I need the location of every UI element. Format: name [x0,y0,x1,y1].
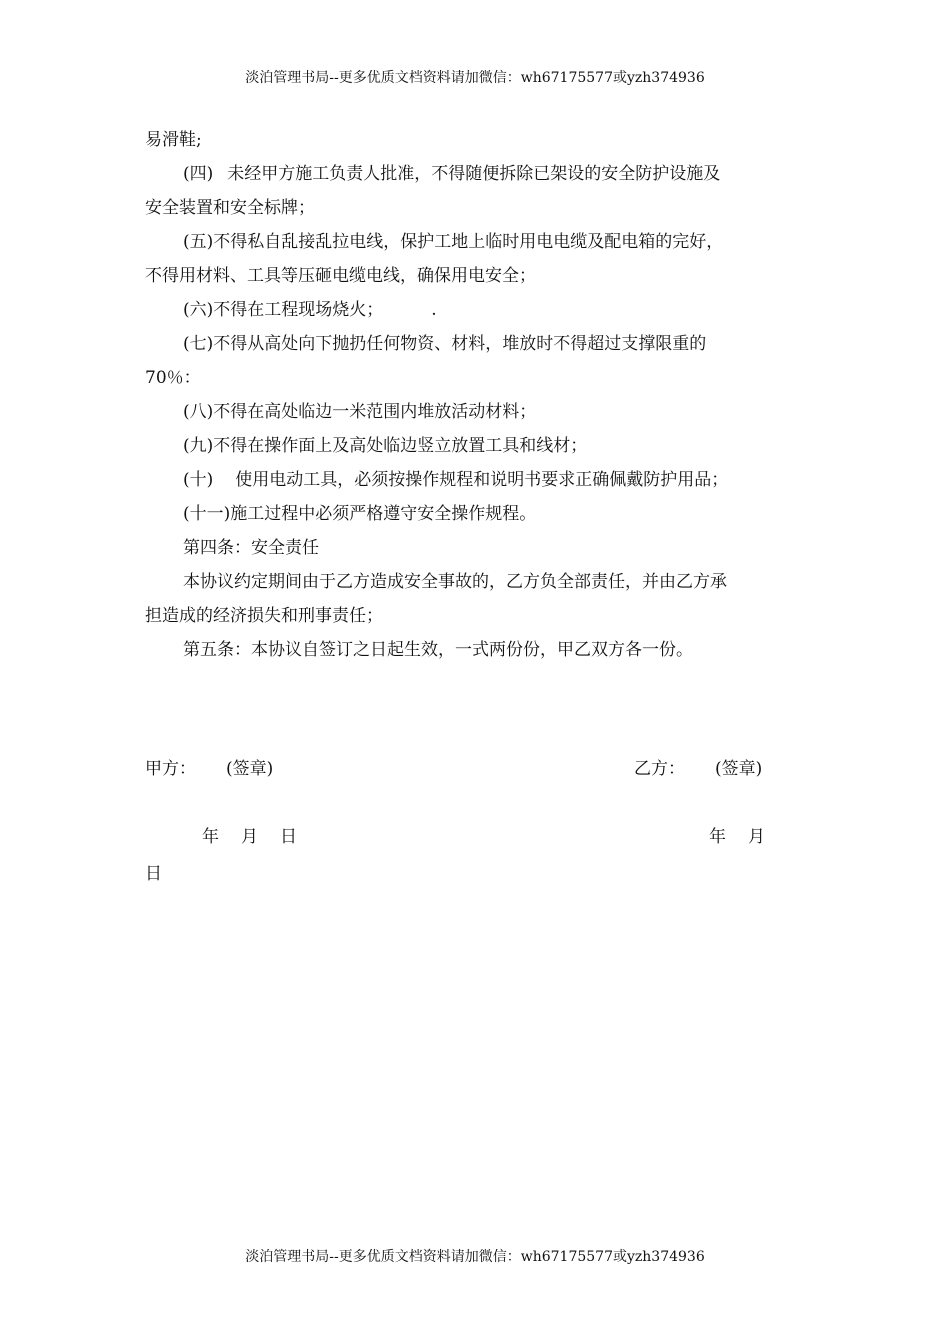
item-5-line-1: (五)不得私自乱接乱拉电线，保护工地上临时用电电缆及配电箱的完好， [183,232,724,252]
item-4-label: (四) [183,164,214,184]
item-4-text: 未经甲方施工负责人批准，不得随便拆除已架设的安全防护设施及 [227,164,721,184]
article-5: 第五条：本协议自签订之日起生效，一式两份份，甲乙双方各一份。 [183,640,693,660]
agreement-body [145,123,810,667]
item-6 [145,293,810,327]
party-a-date [202,825,297,849]
article-4-line-2: 担造成的经济损失和刑事责任； [145,606,383,626]
party-b-month: 月 [748,827,765,847]
party-b-year: 年 [709,827,726,847]
party-b-seal: (签章) [715,759,763,779]
page-header: 淡泊管理书局--更多优质文档资料请加微信：wh67175577或yzh374936 [245,70,705,86]
party-a-month: 月 [241,827,258,847]
party-a-seal: (签章) [226,759,274,779]
item-4-line-2: 安全装置和安全标牌； [145,198,315,218]
party-a-day: 日 [280,827,297,847]
line-slip-shoes: 易滑鞋; [145,130,202,150]
article-4-title: 第四条：安全责任 [183,538,319,558]
item-4-line-1 [145,157,810,191]
party-a-year: 年 [202,827,219,847]
party-a-signature [145,757,273,781]
party-b-day: 日 [145,864,162,884]
item-10 [145,463,810,497]
item-10-label: (十) [183,470,214,490]
article-4-line-1: 本协议约定期间由于乙方造成安全事故的，乙方负全部责任，并由乙方承 [183,572,727,592]
item-10-text: 使用电动工具，必须按操作规程和说明书要求正确佩戴防护用品； [235,470,729,490]
item-9: (九)不得在操作面上及高处临边竖立放置工具和线材； [183,436,588,456]
item-6-text: (六)不得在工程现场烧火； [183,300,384,320]
party-b-label: 乙方： [634,759,685,779]
item-6-dot: . [431,300,437,320]
item-8: (八)不得在高处临边一米范围内堆放活动材料； [183,402,537,422]
party-a-label: 甲方： [145,759,196,779]
party-b-date [709,825,765,849]
item-5-line-2: 不得用材料、工具等压砸电缆电线，确保用电安全； [145,266,536,286]
item-7-line-2: 70％： [145,368,201,388]
page-footer: 淡泊管理书局--更多优质文档资料请加微信：wh67175577或yzh374936 [245,1249,705,1265]
item-7-line-1: (七)不得从高处向下抛扔任何物资、材料，堆放时不得超过支撑限重的 [183,334,707,354]
item-11: (十一)施工过程中必须严格遵守安全操作规程。 [183,504,537,524]
party-b-signature [634,757,762,781]
